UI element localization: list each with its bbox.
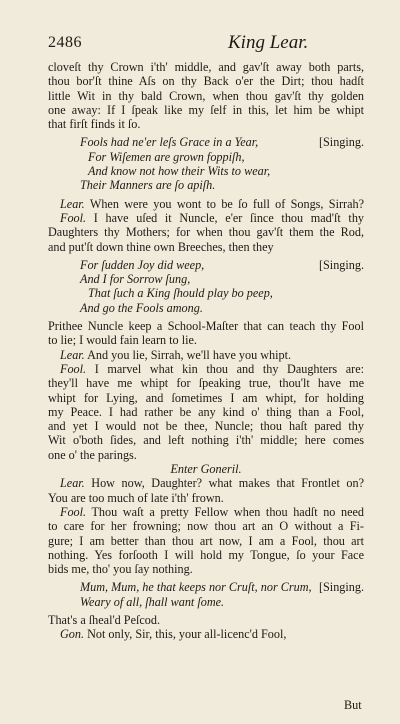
stage-direction: Enter Goneril. — [170, 462, 242, 477]
prose-line: bids me, tho' you ſay nothing. — [48, 562, 193, 577]
prose-line: that firſt finds it ſo. — [48, 117, 141, 132]
song-line: Weary of all, ſhall want ſome. — [80, 594, 225, 609]
page-number: 2486 — [48, 34, 82, 51]
speaker-name: Fool. — [60, 210, 87, 225]
prose-line: to lie; I would fain learn to lie. — [48, 333, 197, 348]
dialogue-text: I have uſed it Nuncle, e'er ſince thou mad'ſt thy — [93, 210, 365, 225]
song-line: And know not how their Wits to wear, — [88, 164, 271, 179]
song-line: And I for Sorrow ſung, — [80, 272, 191, 287]
dialogue-text: Not only, Sir, this, your all-licenc'd Fool, — [87, 627, 287, 642]
song-text: Mum, Mum, he that keeps nor Cruſt, nor Crum, — [80, 580, 312, 595]
dialogue-text: I marvel what kin thou and thy Daughters are: — [94, 361, 364, 376]
stage-direction: [Singing. — [318, 135, 364, 150]
song-line: Their Manners are ſo apiſh. — [80, 178, 216, 193]
prose-line: little Wit in thy bald Crown, when thou gav'ſt thy golden — [48, 88, 364, 103]
song-line: And go the Fools among. — [80, 300, 203, 315]
prose-line: thou bor'ſt thine Aſs on thy Back o'er the Dirt; thou hadſt — [48, 74, 364, 89]
dialogue-text: Thou waſt a pretty Fellow when thou hadſt no need — [91, 504, 364, 519]
prose-line: my Peace. I had rather be any kind o' thing than a Fool, — [48, 404, 364, 419]
prose-line: Wit o'both ſides, and left nothing i'th' middle; here comes — [48, 433, 364, 448]
prose-line: they'll have me whipt for ſpeaking true, thou'lt have me — [48, 376, 364, 391]
prose-line: That's a ſheal'd Peſcod. — [48, 612, 161, 627]
catchword: But — [344, 698, 362, 712]
prose-line: gure; I am better than thou art now, I am a Fool, thou art — [48, 533, 364, 548]
prose-line: nothing. Yes forſooth I will hold my Tongue, ſo your Face — [48, 547, 364, 562]
song-line — [48, 258, 364, 272]
stage-direction: [Singing. — [318, 257, 364, 272]
song-line — [48, 135, 364, 149]
prose-line: cloveſt thy Crown i'th' middle, and gav'ſt away both parts, — [48, 60, 364, 74]
dialogue-line — [48, 348, 364, 362]
play-text — [48, 60, 364, 642]
prose-line: and yet I would not be thee, Nuncle; thou haſt pared thy — [48, 419, 364, 434]
speaker-name: Fool. — [60, 361, 87, 376]
song-line: For Wiſemen are grown foppiſh, — [88, 149, 245, 164]
speaker-name: Lear. — [60, 196, 85, 211]
dialogue-line — [48, 476, 364, 490]
speaker-name: Lear. — [60, 476, 85, 491]
dialogue-text: When were you wont to be ſo full of Songs, Sirrah? — [89, 196, 364, 211]
prose-line: Prithee Nuncle keep a School-Maſter that can teach thy Fool — [48, 319, 364, 334]
dialogue-line — [48, 627, 364, 641]
prose-line: one o' the parings. — [48, 447, 137, 462]
prose-line: one away: If I ſpeak like my ſelf in this, let him be whipt — [48, 102, 364, 117]
stage-direction: [Singing. — [318, 580, 364, 595]
prose-line: Daughters thy Mothers; for when thou gav'ſt them the Rod, — [48, 225, 364, 240]
dialogue-text: How now, Daughter? what makes that Frontlet on? — [91, 476, 364, 491]
dialogue-line — [48, 211, 364, 225]
speaker-name: Fool. — [60, 504, 87, 519]
prose-line: You are too much of late i'th' frown. — [48, 490, 224, 505]
dialogue-line — [48, 505, 364, 519]
song-text: For ſudden Joy did weep, — [80, 257, 205, 272]
speaker-name: Lear. — [60, 347, 85, 362]
song-text: Fools had ne'er leſs Grace in a Year, — [80, 135, 259, 150]
prose-line: and put'ſt down thine own Breeches, then they — [48, 239, 274, 254]
speaker-name: Gon. — [60, 627, 85, 642]
dialogue-text: And you lie, Sirrah, we'll have you whipt. — [87, 347, 292, 362]
song-line: That ſuch a King ſhould play bo peep, — [88, 286, 273, 301]
running-title: King Lear. — [228, 32, 309, 53]
dialogue-line — [48, 197, 364, 211]
prose-line: to care for her frowning; now thou art an O without a Fi- — [48, 519, 364, 534]
prose-line: whipt for Lying, and ſometimes I am whipt, for holding — [48, 390, 364, 405]
song-line — [48, 580, 364, 594]
dialogue-line — [48, 362, 364, 376]
page-header — [48, 30, 364, 56]
